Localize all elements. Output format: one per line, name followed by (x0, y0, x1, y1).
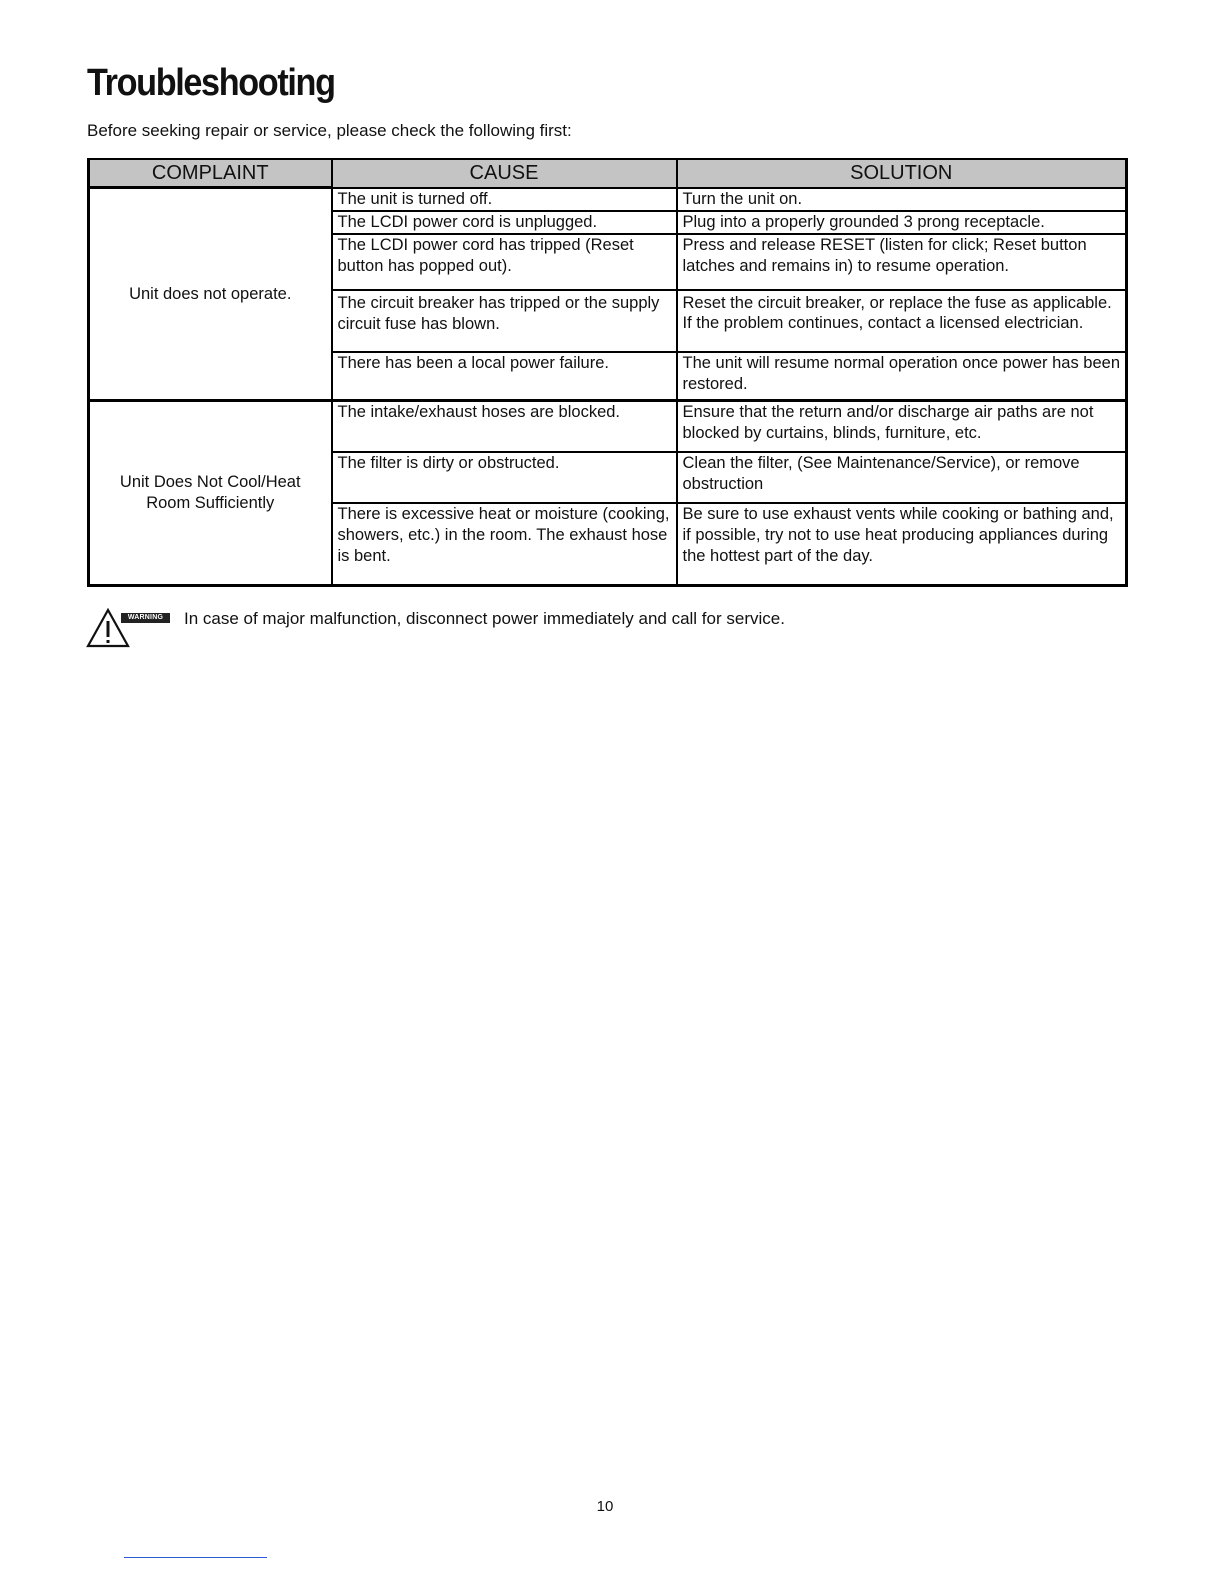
cause-cell: The circuit breaker has tripped or the supply circuit fuse has blown. (332, 290, 677, 352)
table-row (89, 188, 1127, 211)
solution-cell: Ensure that the return and/or discharge air paths are not blocked by curtains, blinds, furniture, etc. (677, 401, 1127, 452)
troubleshooting-table (87, 158, 1128, 587)
solution-cell: Turn the unit on. (677, 188, 1127, 211)
warning-badge: WARNING (121, 613, 170, 623)
solution-cell: Reset the circuit breaker, or replace the fuse as applicable. If the problem continues, contact a licensed electrician. (677, 290, 1127, 352)
cause-cell: The LCDI power cord is unplugged. (332, 211, 677, 234)
page-title: Troubleshooting (87, 62, 335, 104)
page-number: 10 (596, 1498, 614, 1515)
cause-cell: The LCDI power cord has tripped (Reset button has popped out). (332, 234, 677, 290)
solution-cell: Be sure to use exhaust vents while cooking or bathing and, if possible, try not to use heat producing appliances during the hottest part of the day. (677, 503, 1127, 586)
complaint-cell: Unit Does Not Cool/Heat Room Sufficiently (89, 401, 332, 586)
cause-cell: The filter is dirty or obstructed. (332, 452, 677, 503)
cause-cell: There has been a local power failure. (332, 352, 677, 401)
solution-cell: Press and release RESET (listen for click; Reset button latches and remains in) to resume operation. (677, 234, 1127, 290)
solution-cell: Plug into a properly grounded 3 prong receptacle. (677, 211, 1127, 234)
header-cause: CAUSE (332, 159, 677, 188)
solution-cell: Clean the filter, (See Maintenance/Service), or remove obstruction (677, 452, 1127, 503)
table-header-row (89, 159, 1127, 188)
header-solution: SOLUTION (677, 159, 1127, 188)
warning-text: In case of major malfunction, disconnect power immediately and call for service. (184, 609, 785, 628)
solution-cell: The unit will resume normal operation once power has been restored. (677, 352, 1127, 401)
footer-rule (124, 1557, 267, 1558)
header-complaint: COMPLAINT (89, 159, 332, 188)
intro-text: Before seeking repair or service, please check the following first: (87, 121, 572, 140)
cause-cell: The unit is turned off. (332, 188, 677, 211)
cause-cell: The intake/exhaust hoses are blocked. (332, 401, 677, 452)
complaint-cell: Unit does not operate. (89, 188, 332, 401)
cause-cell: There is excessive heat or moisture (cooking, showers, etc.) in the room. The exhaust hose is bent. (332, 503, 677, 586)
table-row (89, 401, 1127, 452)
